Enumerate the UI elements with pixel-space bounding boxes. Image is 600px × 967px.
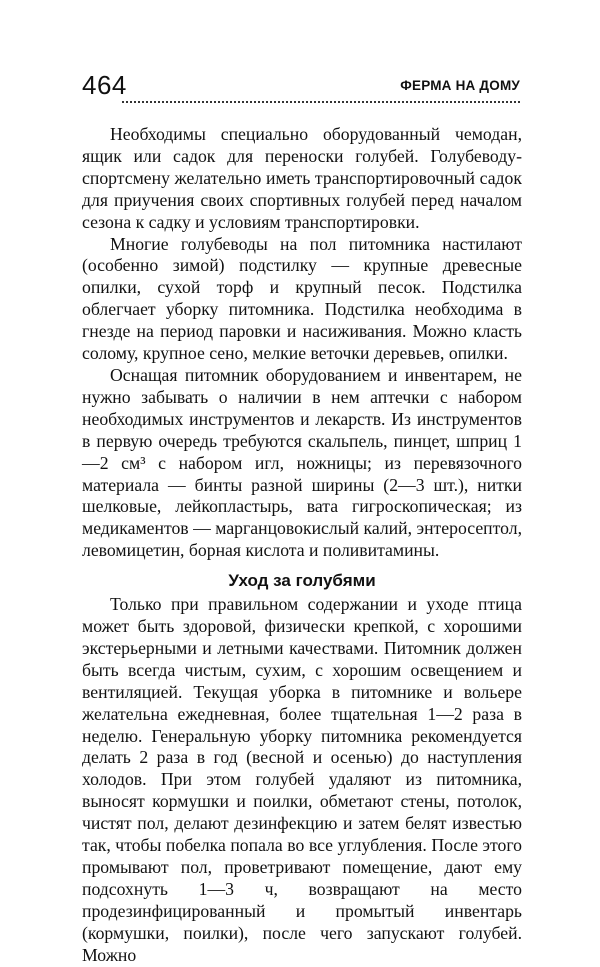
paragraph: Необходимы специально оборудованный чемодан, ящик или садок для переноски голубей. Голубеводу-спортсмену желательно иметь транспортировочный садок для приучения своих спортивных голубей перед началом сезона к садку и условиям транспортировки. <box>82 124 522 232</box>
section-title: Уход за голубями <box>228 571 376 591</box>
paragraph: Многие голубеводы на пол питомника настилают (особенно зимой) подстилку — крупные древесные опилки, сухой торф и крупный песок. Подстилка облегчает уборку питомника. Подстилка необходима в гнезде на период паровки и насиживания. Можно класть солому, крупное сено, мелкие веточки деревьев, опилки. <box>82 233 522 364</box>
page-number: 464 <box>82 70 127 100</box>
paragraph: Только при правильном содержании и уходе птица может быть здоровой, физически крепкой, с хорошими экстерьерными и летными качествами. Питомник должен быть всегда чистым, сухим, с хорошим освещением и вентиляцией. Текущая уборка в питомнике и вольере желательна ежедневная, более тщательная 1—2 раза в неделю. Генеральную уборку питомника рекомендуется делать 2 раза в год (весной и осенью) до наступления холодов. При этом голубей удаляют из питомника, выносят кормушки и поилки, обметают стены, потолок, чистят пол, делают дезинфекцию и затем белят известью так, чтобы побелка попала во все углубления. После этого промывают пол, проветривают помещение, дают ему подсохнуть 1—3 ч, возвращают на место продезинфицированный и промытый инвентарь (кормушки, поилки), после чего запускают голубей. Можно <box>82 594 522 965</box>
paragraph: Оснащая питомник оборудованием и инвентарем, не нужно забывать о наличии в нем аптечки с набором необходимых инструментов и лекарств. Из инструментов в первую очередь требуются скальпель, пинцет, шприц 1—2 см³ с набором игл, ножницы; из перевязочного материала — бинты разной ширины (2—3 шт.), нитки шелковые, лейкопластырь, вата гигроскопическая; из медикаментов — марганцовокислый калий, энтеросептол, левомицетин, борная кислота и поливитамины. <box>82 364 522 561</box>
header-rule <box>122 101 520 103</box>
body-text <box>82 124 522 967</box>
running-header: ФЕРМА НА ДОМУ <box>400 78 520 93</box>
